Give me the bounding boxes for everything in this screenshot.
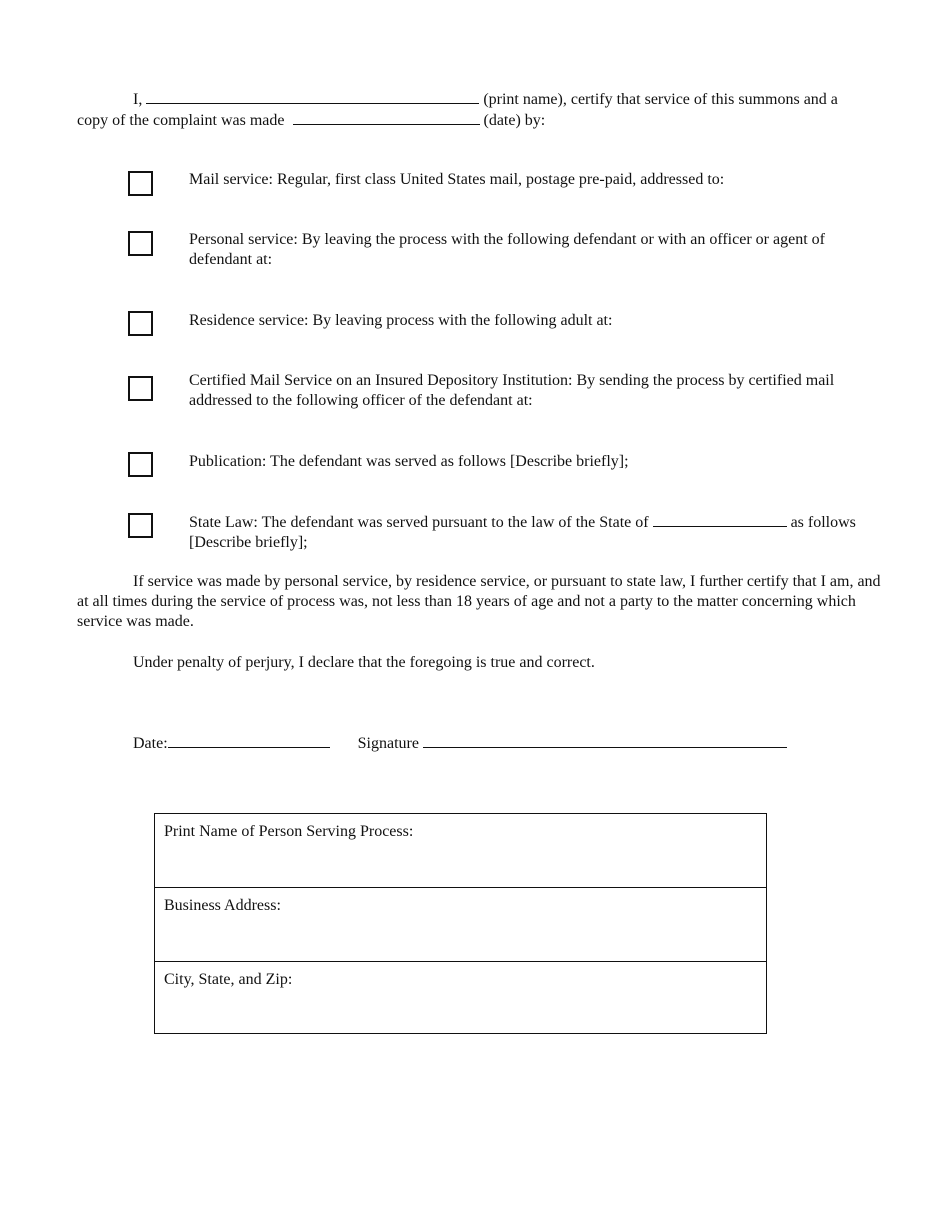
business-address-row[interactable] <box>155 888 766 962</box>
server-name-label: Print Name of Person Serving Process: <box>164 823 414 840</box>
intro-after-name: (print name), certify that service of this summons and a <box>483 91 838 108</box>
state-name-field[interactable] <box>653 512 787 527</box>
city-state-zip-label: City, State, and Zip: <box>164 971 293 988</box>
signature-date-field[interactable] <box>168 733 330 748</box>
certified-mail-checkbox[interactable] <box>128 376 153 401</box>
server-name-row[interactable] <box>155 814 766 888</box>
state-law-checkbox[interactable] <box>128 513 153 538</box>
certification-intro <box>77 89 877 131</box>
intro-line2-lead: copy of the complaint was made <box>77 112 285 129</box>
perjury-paragraph <box>77 653 887 673</box>
mail-service-label: Mail service: Regular, first class United States mail, postage pre-paid, addressed to: <box>189 171 725 188</box>
intro-lead: I, <box>133 91 143 108</box>
publication-label: Publication: The defendant was served as follows [Describe briefly]; <box>189 453 629 470</box>
state-law-lead: State Law: The defendant was served pursuant to the law of the State of <box>189 514 649 531</box>
print-name-field[interactable] <box>146 89 479 104</box>
personal-service-checkbox[interactable] <box>128 231 153 256</box>
date-signature-line <box>133 733 787 754</box>
state-law-label <box>189 512 889 553</box>
server-info-table <box>154 813 767 1034</box>
age-certification-text: If service was made by personal service, by residence service, or pursuant to state law, I further certify that I am, and at all times during the service of process was, not less than 18 years of age and not a party to the matter concerning which service was made. <box>77 573 881 630</box>
residence-service-checkbox[interactable] <box>128 311 153 336</box>
city-state-zip-row[interactable] <box>155 962 766 1033</box>
service-date-field[interactable] <box>293 110 480 125</box>
age-certification-paragraph <box>77 572 887 632</box>
mail-service-checkbox[interactable] <box>128 171 153 196</box>
residence-service-label: Residence service: By leaving process with the following adult at: <box>189 312 613 329</box>
signature-label: Signature <box>357 735 419 752</box>
certified-mail-label: Certified Mail Service on an Insured Depository Institution: By sending the process by certified mail addressed to the following officer of the defendant at: <box>189 372 835 409</box>
perjury-text: Under penalty of perjury, I declare that the foregoing is true and correct. <box>133 654 595 671</box>
business-address-label: Business Address: <box>164 897 281 914</box>
intro-after-date: (date) by: <box>483 112 546 129</box>
state-law-after-blank: as follows [Describe briefly]; <box>189 514 856 551</box>
date-label: Date: <box>133 735 168 752</box>
signature-field[interactable] <box>423 733 787 748</box>
personal-service-label: Personal service: By leaving the process with the following defendant or with an officer or agent of defendant at: <box>189 231 825 268</box>
publication-checkbox[interactable] <box>128 452 153 477</box>
